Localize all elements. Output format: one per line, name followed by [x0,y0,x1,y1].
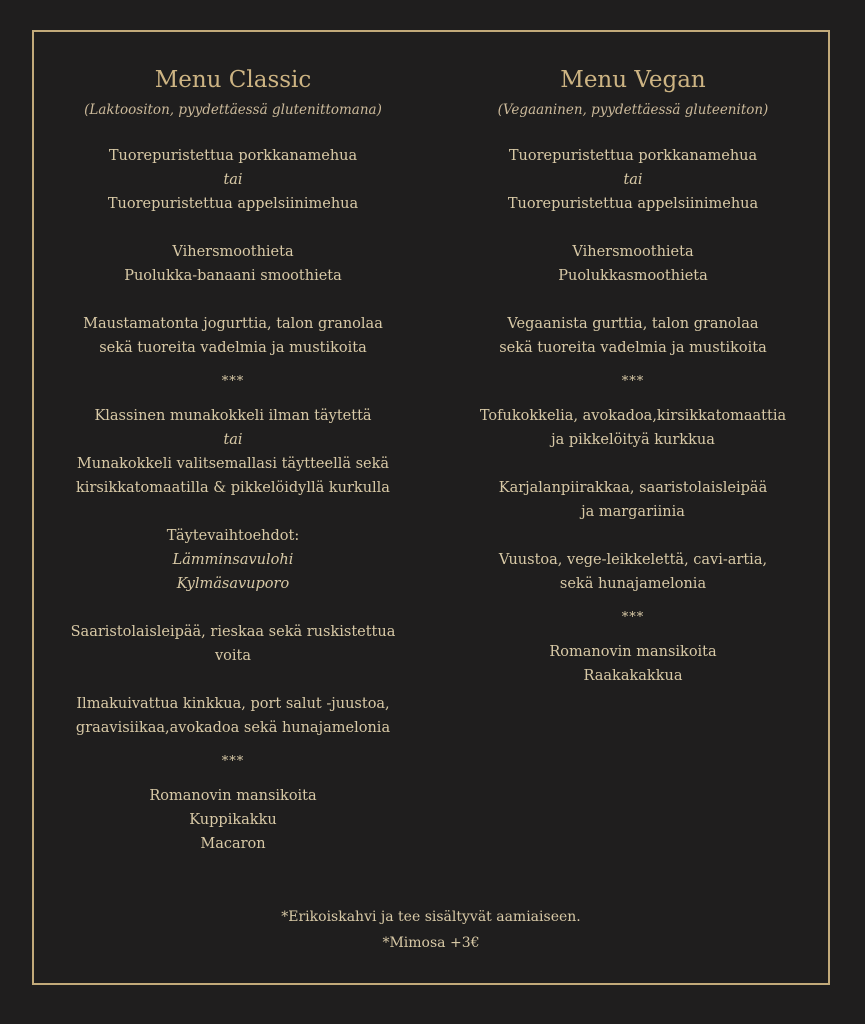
spacer [453,452,813,476]
menu-item: Kuppikakku [189,812,277,828]
menu-item: Saaristolaisleipää, rieskaa sekä ruskistettua voita [70,624,396,664]
menu-item: tai [623,172,643,188]
menu-item: Puolukka-banaani smoothieta [124,268,342,284]
menu-vegan-items [453,144,813,688]
spacer [453,288,813,312]
menu-item: Munakokkeli valitsemallasi täytteellä sekä [76,456,390,472]
menu-item: Klassinen munakokkeli ilman täytettä [94,408,372,424]
footer-note-coffee: *Erikoiskahvi ja tee sisältyvät aamiaiseen. [281,909,581,925]
menu-item: Tuorepuristettua appelsiinimehua [107,196,359,212]
menu-item: Tuorepuristettua appelsiinimehua [507,196,759,212]
menu-vegan-subtitle: (Vegaaninen, pyydettäessä gluteeniton) [497,102,769,118]
footer-note-mimosa: *Mimosa +3€ [382,935,480,951]
spacer [53,668,413,692]
menu-item: Kylmäsavuporo [176,576,290,592]
menu-item: kirsikkatomaatilla & pikkelöidyllä kurkulla [76,480,390,496]
menu-item: sekä tuoreita vadelmia ja mustikoita [99,340,367,356]
menu-item: sekä tuoreita vadelmia ja mustikoita [499,340,767,356]
spacer [453,216,813,240]
menu-item: Tuorepuristettua porkkanamehua [108,148,358,164]
menu-item: Vuustoa, vege-leikkelettä, cavi-artia, [498,552,768,568]
menu-item: Romanovin mansikoita [549,644,717,660]
menu-item: Täytevaihtoehdot: [166,528,300,544]
menu-item: Romanovin mansikoita [149,788,317,804]
section-divider: *** [621,610,645,625]
menu-item: ja pikkelöityä kurkkua [551,432,715,448]
spacer [53,596,413,620]
menu-item: ja margariinia [581,504,685,520]
menu-item: Tofukokkelia, avokadoa,kirsikkatomaattia [479,408,787,424]
menu-vegan-title: Menu Vegan [560,67,706,93]
menu-vegan-column [453,44,813,688]
spacer [53,216,413,240]
menu-item: Macaron [200,836,266,852]
menu-item: tai [223,172,243,188]
spacer [453,524,813,548]
menu-classic-title: Menu Classic [154,67,312,93]
menu-item: Vihersmoothieta [572,244,694,260]
menu-item: Ilmakuivattua kinkkua, port salut -juustoa, [76,696,390,712]
menu-classic-items [53,144,413,856]
menu-classic-column [53,44,413,856]
menu-item: graavisiikaa,avokadoa sekä hunajamelonia [75,720,391,736]
section-divider: *** [621,374,645,389]
menu-item: Raakakakkua [583,668,683,684]
section-divider: *** [221,374,245,389]
menu-item: sekä hunajamelonia [559,576,707,592]
section-divider: *** [221,754,245,769]
spacer [53,288,413,312]
menu-item: Vihersmoothieta [172,244,294,260]
menu-item: Puolukkasmoothieta [558,268,708,284]
menu-item: Vegaanista gurttia, talon granolaa [507,316,759,332]
menu-footer [32,904,830,956]
menu-item: Maustamatonta jogurttia, talon granolaa [83,316,383,332]
menu-classic-subtitle: (Laktoositon, pyydettäessä glutenittomana) [84,102,382,118]
menu-item: Karjalanpiirakkaa, saaristolaisleipää [498,480,768,496]
menu-item: Tuorepuristettua porkkanamehua [508,148,758,164]
menu-item: tai [223,432,243,448]
menu-item: Lämminsavulohi [172,552,294,568]
spacer [53,500,413,524]
